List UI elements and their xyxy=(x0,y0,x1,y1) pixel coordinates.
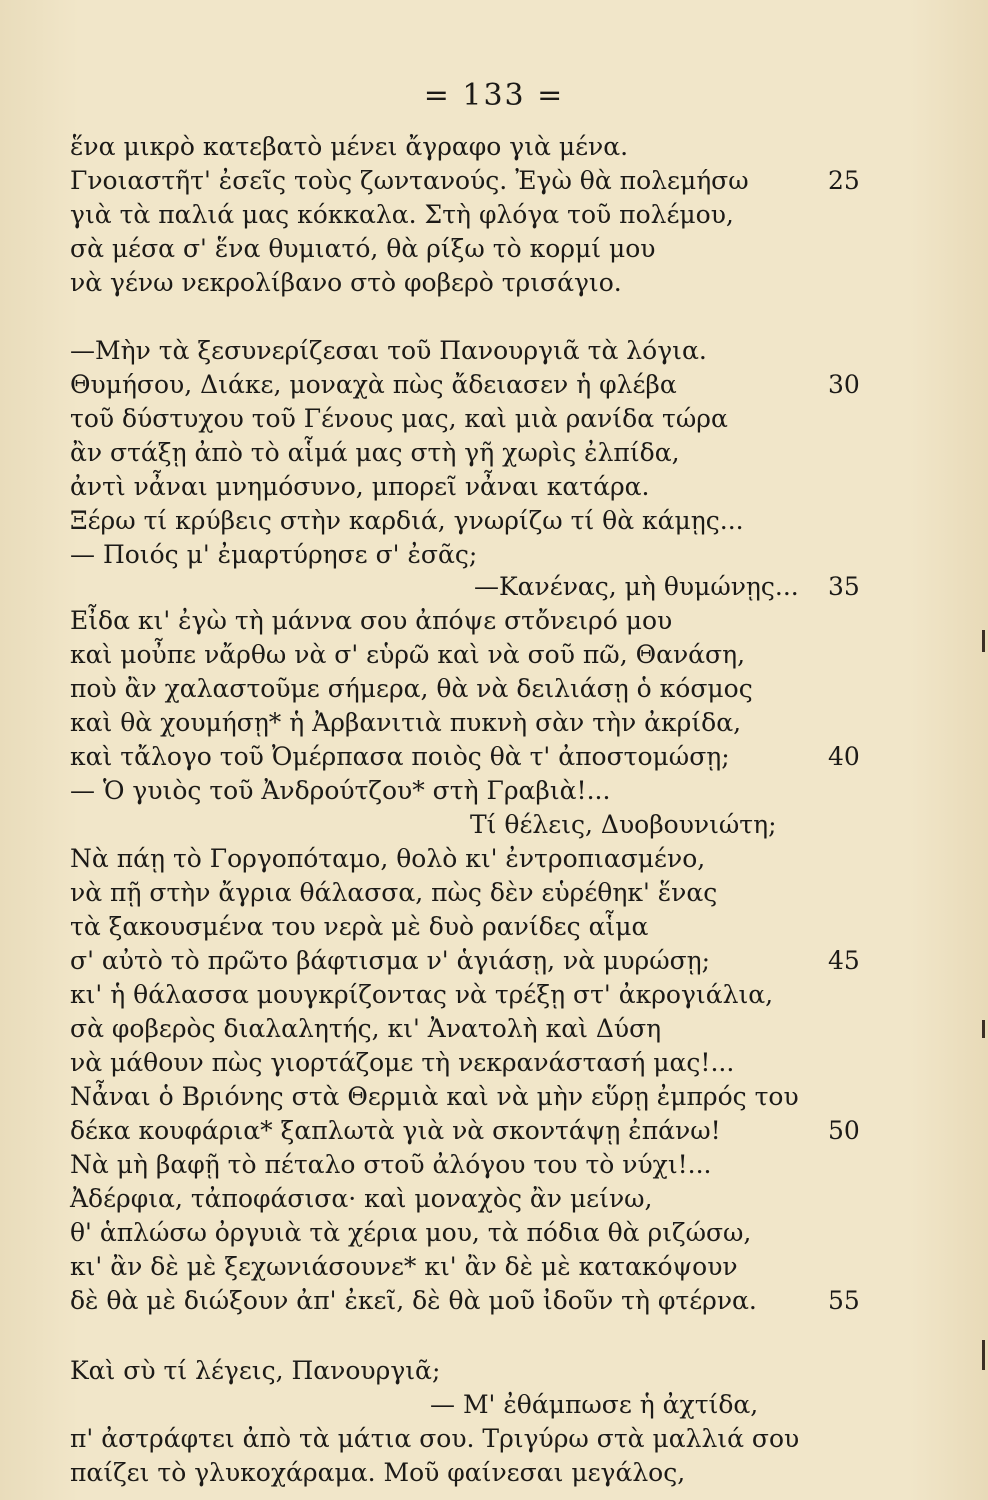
line-number: 35 xyxy=(828,572,860,601)
text-line: νὰ μάθουν πὼς γιορτάζομε τὴ νεκρανάστασή μας!... xyxy=(70,1048,735,1077)
text-line: παίζει τὸ γλυκοχάραμα. Μοῦ φαίνεσαι μεγάλος, xyxy=(70,1458,686,1487)
text-line: κι' ἂν δὲ μὲ ξεχωνιάσουνε* κι' ἂν δὲ μὲ κατακόψουν xyxy=(70,1252,738,1281)
text-line: καὶ τἄλογο τοῦ Ὀμέρπασα ποιὸς θὰ τ' ἀποστομώσῃ; xyxy=(70,742,730,771)
text-line: Καὶ σὺ τί λέγεις, Πανουργιᾶ; xyxy=(70,1356,441,1385)
text-line: γιὰ τὰ παλιά μας κόκκαλα. Στὴ φλόγα τοῦ πολέμου, xyxy=(70,200,734,229)
text-line: θ' ἁπλώσω ὀργυιὰ τὰ χέρια μου, τὰ πόδια θὰ ριζώσω, xyxy=(70,1218,752,1247)
text-line: νὰ γένω νεκρολίβανο στὸ φοβερὸ τρισάγιο. xyxy=(70,268,622,297)
text-line: κι' ἡ θάλασσα μουγκρίζοντας νὰ τρέξῃ στ' ἀκρογιάλια, xyxy=(70,980,774,1009)
page-edge-mark xyxy=(982,630,985,652)
text-line: ἀντὶ νἆναι μνημόσυνο, μπορεῖ νἆναι κατάρα. xyxy=(70,472,650,501)
line-number: 50 xyxy=(828,1116,860,1145)
page-edge-mark xyxy=(982,1340,985,1370)
text-line: Ἀδέρφια, τἀποφάσισα· καὶ μοναχὸς ἂν μείνω, xyxy=(70,1184,653,1213)
text-line: καὶ μοὖπε νἄρθω νὰ σ' εὑρῶ καὶ νὰ σοῦ πῶ, Θανάση, xyxy=(70,640,746,669)
text-line: —Κανένας, μὴ θυμώνῃς... xyxy=(474,572,799,601)
text-line: — Ὁ γυιὸς τοῦ Ἀνδρούτζου* στὴ Γραβιὰ!... xyxy=(70,776,611,805)
text-line: Νἆναι ὁ Βριόνης στὰ Θερμιὰ καὶ νὰ μὴν εὕρῃ ἐμπρός του xyxy=(70,1082,799,1111)
text-line: —Μὴν τὰ ξεσυνερίζεσαι τοῦ Πανουργιᾶ τὰ λόγια. xyxy=(70,336,707,365)
text-line: Τί θέλεις, Δυοβουνιώτη; xyxy=(470,810,777,839)
text-line: — Μ' ἐθάμπωσε ἡ ἀχτίδα, xyxy=(430,1390,759,1419)
text-line: σ' αὐτὸ τὸ πρῶτο βάφτισμα ν' ἁγιάσῃ, νὰ μυρώσῃ; xyxy=(70,946,711,975)
text-line: καὶ θὰ χουμήσῃ* ἡ Ἀρβανιτιὰ πυκνὴ σὰν τὴν ἀκρίδα, xyxy=(70,708,742,737)
text-line: Νὰ πάῃ τὸ Γοργοπόταμο, θολὸ κι' ἐντροπιασμένο, xyxy=(70,844,706,873)
text-line: Νὰ μὴ βαφῇ τὸ πέταλο στοῦ ἀλόγου του τὸ νύχι!... xyxy=(70,1150,712,1179)
text-line: Γνοιαστῆτ' ἐσεῖς τοὺς ζωντανούς. Ἐγὼ θὰ πολεμήσω xyxy=(70,166,749,195)
line-number: 40 xyxy=(828,742,860,771)
line-number: 55 xyxy=(828,1286,860,1315)
page-number: = 133 = xyxy=(423,78,565,113)
text-line: Θυμήσου, Διάκε, μοναχὰ πὼς ἄδειασεν ἡ φλέβα xyxy=(70,370,677,399)
page-edge-mark xyxy=(982,1020,985,1038)
text-line: Εἶδα κι' ἐγὼ τὴ μάννα σου ἀπόψε στὄνειρό μου xyxy=(70,606,673,635)
text-line: Ξέρω τί κρύβεις στὴν καρδιά, γνωρίζω τί θὰ κάμῃς... xyxy=(70,506,744,535)
text-line: νὰ πῇ στὴν ἄγρια θάλασσα, πὼς δὲν εὑρέθηκ' ἕνας xyxy=(70,878,718,907)
line-number: 30 xyxy=(828,370,860,399)
text-line: δέκα κουφάρια* ξαπλωτὰ γιὰ νὰ σκοντάψῃ ἐπάνω! xyxy=(70,1116,721,1145)
text-line: δὲ θὰ μὲ διώξουν ἀπ' ἐκεῖ, δὲ θὰ μοῦ ἰδοῦν τὴ φτέρνα. xyxy=(70,1286,757,1315)
text-line: σὰ φοβερὸς διαλαλητής, κι' Ἀνατολὴ καὶ Δύση xyxy=(70,1014,662,1043)
text-line: τοῦ δύστυχου τοῦ Γένους μας, καὶ μιὰ ρανίδα τώρα xyxy=(70,404,728,433)
line-number: 25 xyxy=(828,166,860,195)
line-number: 45 xyxy=(828,946,860,975)
text-line: ἕνα μικρὸ κατεβατὸ μένει ἄγραφο γιὰ μένα. xyxy=(70,132,629,161)
text-line: ποὺ ἂν χαλαστοῦμε σήμερα, θὰ νὰ δειλιάσῃ ὁ κόσμος xyxy=(70,674,753,703)
text-line: — Ποιός μ' ἐμαρτύρησε σ' ἐσᾶς; xyxy=(70,540,478,569)
text-line: ἂν στάξῃ ἀπὸ τὸ αἷμά μας στὴ γῆ χωρὶς ἐλπίδα, xyxy=(70,438,680,467)
text-line: σὰ μέσα σ' ἕνα θυμιατό, θὰ ρίξω τὸ κορμί μου xyxy=(70,234,656,263)
text-line: τὰ ξακουσμένα του νερὰ μὲ δυὸ ρανίδες αἷμα xyxy=(70,912,649,941)
text-line: π' ἀστράφτει ἀπὸ τὰ μάτια σου. Τριγύρω στὰ μαλλιά σου xyxy=(70,1424,800,1453)
